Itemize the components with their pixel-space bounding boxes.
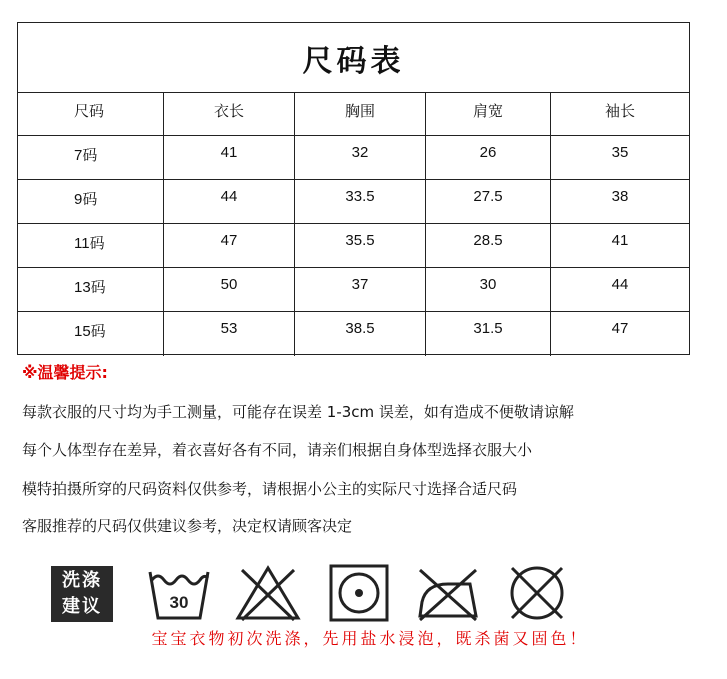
header-size: 尺码 [74, 103, 105, 120]
table-row [18, 312, 689, 356]
do-not-dry-clean-icon [504, 562, 570, 624]
cell-length: 50 [163, 268, 294, 311]
cell-length: 47 [163, 224, 294, 267]
cell-shoulder: 27.5 [425, 180, 550, 223]
wash-advice-badge [51, 566, 113, 622]
table-row [18, 180, 689, 224]
header-shoulder: 肩宽 [425, 92, 550, 135]
table-title: 尺码表 [302, 43, 405, 79]
cell-chest: 32 [294, 136, 425, 179]
cell-shoulder: 28.5 [425, 224, 550, 267]
cell-size: 7码 [74, 147, 98, 164]
table-row [18, 136, 689, 180]
wash-temp-label: 30 [169, 593, 189, 612]
cell-shoulder: 30 [425, 268, 550, 311]
size-chart-table [17, 22, 690, 355]
table-row [18, 268, 689, 312]
tip-line: 每款衣服的尺寸均为手工测量，可能存在误差 1-3cm 误差，如有造成不便敬请谅解 [22, 403, 574, 421]
tips-title: ※温馨提示: [22, 363, 108, 382]
cell-shoulder: 26 [425, 136, 550, 179]
cell-chest: 33.5 [294, 180, 425, 223]
table-header-row [18, 92, 689, 136]
cell-chest: 38.5 [294, 312, 425, 356]
cell-sleeve: 44 [550, 268, 689, 311]
cell-length: 41 [163, 136, 294, 179]
tumble-dry-icon [327, 562, 391, 624]
cell-sleeve: 38 [550, 180, 689, 223]
table-grid [18, 92, 689, 355]
cell-length: 53 [163, 312, 294, 356]
cell-size: 13码 [74, 279, 106, 296]
cell-sleeve: 41 [550, 224, 689, 267]
do-not-bleach-icon [232, 562, 304, 624]
cell-chest: 37 [294, 268, 425, 311]
cell-size: 9码 [74, 191, 98, 208]
tip-line: 模特拍摄所穿的尺码资料仅供参考，请根据小公主的实际尺寸选择合适尺码 [22, 480, 518, 498]
header-chest: 胸围 [294, 92, 425, 135]
tip-line: 每个人体型存在差异，着衣喜好各有不同，请亲们根据自身体型选择衣服大小 [22, 441, 533, 459]
badge-line: 洗涤 [62, 570, 102, 591]
cell-sleeve: 47 [550, 312, 689, 356]
cell-sleeve: 35 [550, 136, 689, 179]
header-length: 衣长 [163, 92, 294, 135]
cell-size: 15码 [74, 323, 106, 340]
cell-length: 44 [163, 180, 294, 223]
cell-shoulder: 31.5 [425, 312, 550, 356]
table-title-row [18, 23, 689, 93]
cell-size: 11码 [74, 235, 105, 252]
wash-30-icon [146, 562, 212, 624]
table-row [18, 224, 689, 268]
tip-line: 客服推荐的尺码仅供建议参考，决定权请顾客决定 [22, 517, 353, 535]
header-sleeve: 袖长 [550, 92, 689, 135]
do-not-iron-icon [412, 562, 484, 624]
first-wash-note: 宝宝衣物初次洗涤，先用盐水浸泡，既杀菌又固色！ [151, 629, 589, 648]
badge-line: 建议 [62, 596, 102, 617]
cell-chest: 35.5 [294, 224, 425, 267]
